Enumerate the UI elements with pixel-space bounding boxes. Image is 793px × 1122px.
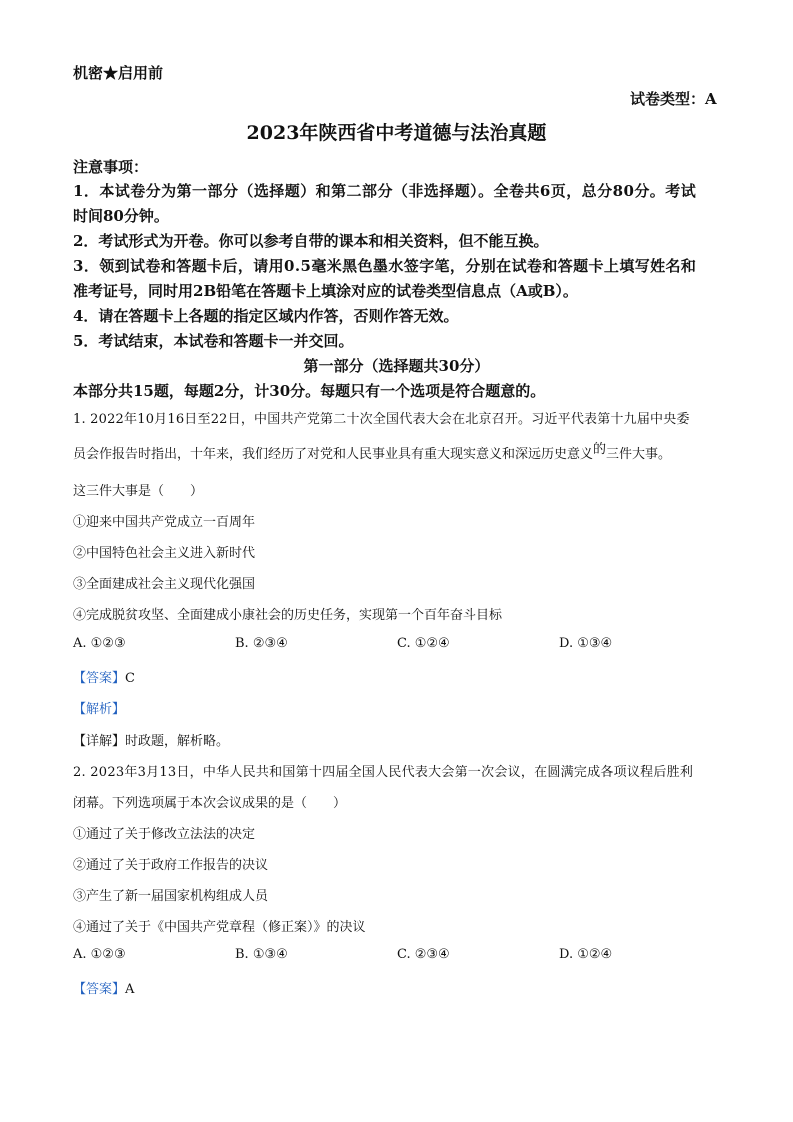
question-1-superscript: 的 bbox=[593, 442, 607, 457]
answer-tag: 【答案】 bbox=[73, 671, 126, 686]
question-2-item-3: ③产生了新一届国家机构组成人员 bbox=[73, 889, 269, 904]
question-2-line-2: 闭幕。下列选项属于本次会议成果的是（ ） bbox=[73, 796, 347, 811]
detail-text: 时政题，解析略。 bbox=[125, 734, 230, 749]
question-1-item-1: ①迎来中国共产党成立一百周年 bbox=[73, 515, 256, 530]
answer-value: C bbox=[125, 671, 135, 686]
note-1-cont: 时间80分钟。 bbox=[73, 207, 169, 225]
paper-type-label: 试卷类型：A bbox=[630, 90, 717, 108]
note-1: 1．本试卷分为第一部分（选择题）和第二部分（非选择题）。全卷共6页，总分80分。考试 bbox=[73, 182, 697, 200]
question-1-line-2 bbox=[73, 443, 671, 462]
question-2-item-4: ④通过了关于《中国共产党章程（修正案）》的决议 bbox=[73, 920, 366, 935]
question-1-item-2: ②中国特色社会主义进入新时代 bbox=[73, 546, 256, 561]
answer-value: A bbox=[125, 982, 135, 997]
question-1-analysis-tag: 【解析】 bbox=[73, 702, 126, 717]
note-3-cont: 准考证号，同时用2B铅笔在答题卡上填涂对应的试卷类型信息点（A或B）。 bbox=[73, 282, 578, 300]
question-1-option-b: B. ②③④ bbox=[235, 636, 288, 651]
question-1-line-1: 1. 2022年10月16日至22日，中国共产党第二十次全国代表大会在北京召开。习近平代表第十九届中央委 bbox=[73, 412, 690, 427]
question-2-line-1: 2. 2023年3月13日，中华人民共和国第十四届全国人民代表大会第一次会议，在圆满完成各项议程后胜利 bbox=[73, 765, 694, 780]
question-1-answer bbox=[73, 667, 135, 686]
note-4: 4．请在答题卡上各题的指定区域内作答，否则作答无效。 bbox=[73, 307, 459, 325]
question-1-option-d: D. ①③④ bbox=[559, 636, 613, 651]
question-1-option-c: C. ①②④ bbox=[397, 636, 450, 651]
question-1-line-2-end: 三件大事。 bbox=[606, 447, 672, 462]
question-1-item-3: ③全面建成社会主义现代化强国 bbox=[73, 577, 256, 592]
detail-tag: 【详解】 bbox=[73, 734, 126, 749]
question-1-detail bbox=[73, 730, 229, 749]
part-intro: 本部分共15题，每题2分，计30分。每题只有一个选项是符合题意的。 bbox=[73, 382, 546, 400]
question-1-item-4: ④完成脱贫攻坚、全面建成小康社会的历史任务，实现第一个百年奋斗目标 bbox=[73, 608, 503, 623]
question-2-option-b: B. ①③④ bbox=[235, 947, 288, 962]
note-5: 5．考试结束，本试卷和答题卡一并交回。 bbox=[73, 332, 354, 350]
note-3: 3．领到试卷和答题卡后，请用0.5毫米黑色墨水签字笔，分别在试卷和答题卡上填写姓名和 bbox=[73, 257, 697, 275]
answer-tag: 【答案】 bbox=[73, 982, 126, 997]
question-2-option-a: A. ①②③ bbox=[73, 947, 126, 962]
question-1-stem: 这三件大事是（ ） bbox=[73, 484, 204, 499]
confidential-label: 机密★启用前 bbox=[73, 64, 164, 82]
question-1-line-2-text: 员会作报告时指出，十年来，我们经历了对党和人民事业具有重大现实意义和深远历史意义 bbox=[73, 447, 594, 462]
question-2-option-d: D. ①②④ bbox=[559, 947, 613, 962]
note-2: 2．考试形式为开卷。你可以参考自带的课本和相关资料，但不能互换。 bbox=[73, 232, 549, 250]
question-2-option-c: C. ②③④ bbox=[397, 947, 450, 962]
question-2-item-2: ②通过了关于政府工作报告的决议 bbox=[73, 858, 269, 873]
notes-heading: 注意事项： bbox=[73, 158, 149, 176]
question-2-answer bbox=[73, 978, 134, 997]
question-2-item-1: ①通过了关于修改立法法的决定 bbox=[73, 827, 256, 842]
part-title: 第一部分（选择题共30分） bbox=[303, 357, 490, 375]
page-title: 2023年陕西省中考道德与法治真题 bbox=[246, 122, 547, 144]
question-1-option-a: A. ①②③ bbox=[73, 636, 126, 651]
